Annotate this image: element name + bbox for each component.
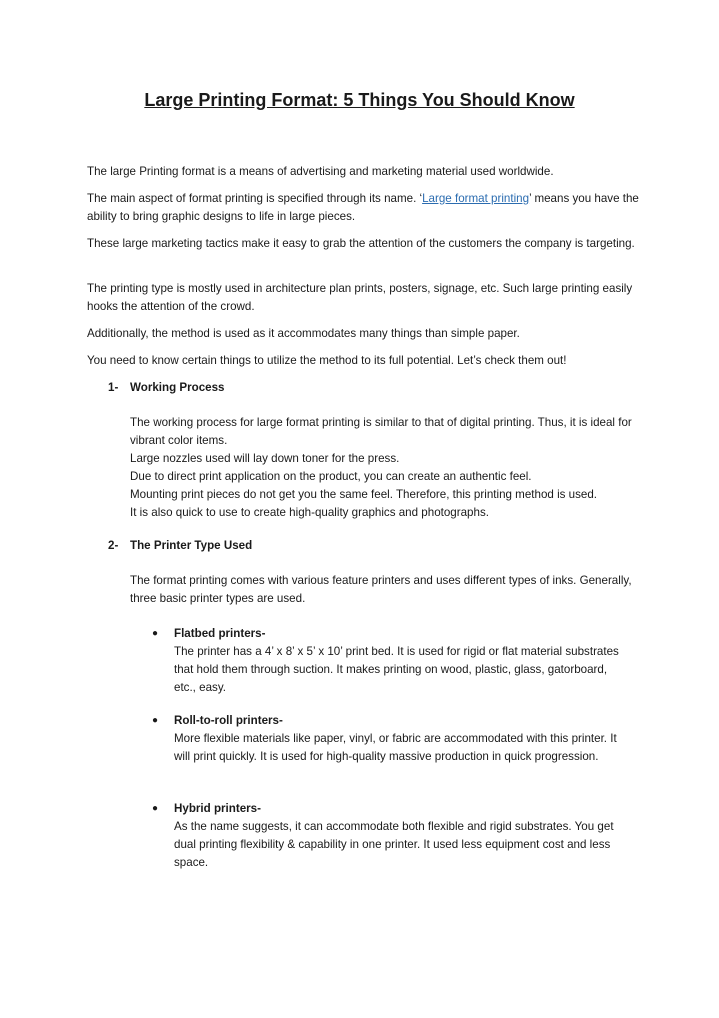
section-1-line-5: It is also quick to use to create high-quality graphics and photographs. (130, 506, 489, 519)
bullet-dot-icon: ● (152, 715, 159, 726)
section-2-heading (108, 537, 252, 555)
bullet-item-flatbed (152, 625, 632, 697)
intro-text-4: The printing type is mostly used in architecture plan prints, posters, signage, etc. Such large printing easily hooks the attention of the crowd. (87, 282, 633, 313)
intro-paragraph-4 (87, 280, 647, 316)
bullet-dot-icon: ● (152, 628, 159, 639)
intro-text-2-before: The main aspect of format printing is specified through its name. ‘ (87, 192, 423, 205)
bullet-text-flatbed: The printer has a 4’ x 8’ x 5’ x 10’ print bed. It is used for rigid or flat material substrates that hold them through suction. It makes printing on wood, plastic, glass, gatorboard, etc., easy. (174, 645, 619, 694)
intro-paragraph-3 (87, 235, 647, 253)
intro-paragraph-5 (87, 325, 647, 343)
section-1-title: Working Process (130, 381, 225, 394)
intro-paragraph-2 (87, 190, 647, 226)
bullet-text-hybrid: As the name suggests, it can accommodate both flexible and rigid substrates. You get dual printing flexibility & capability in one printer. It used less equipment cost and less space. (174, 820, 614, 869)
section-1-heading (108, 379, 225, 397)
bullet-text-roll-to-roll: More flexible materials like paper, vinyl, or fabric are accommodated with this printer. It will print quickly. It is used for high-quality massive production in quick progression. (174, 732, 617, 763)
section-2-number: 2- (108, 539, 119, 552)
section-1-line-2: Large nozzles used will lay down toner for the press. (130, 452, 400, 465)
bullet-heading-hybrid: Hybrid printers- (174, 802, 261, 815)
bullet-heading-roll-to-roll: Roll-to-roll printers- (174, 714, 283, 727)
bullet-heading-flatbed: Flatbed printers- (174, 627, 266, 640)
section-2-intro-text: The format printing comes with various feature printers and uses different types of inks. Generally, three basic printer types are used. (130, 574, 632, 605)
bullet-item-roll-to-roll (152, 712, 632, 766)
intro-text-2 (87, 190, 647, 226)
intro-paragraph-1 (87, 163, 647, 181)
section-1-number: 1- (108, 381, 119, 394)
section-1-body (130, 414, 650, 522)
intro-text-2-after: ’ means you have the ability to bring graphic designs to life in large pieces. (87, 192, 639, 223)
large-format-printing-link[interactable]: Large format printing (422, 192, 530, 205)
bullet-item-hybrid (152, 800, 632, 872)
bullet-dot-icon: ● (152, 803, 159, 814)
intro-text-6: You need to know certain things to utilize the method to its full potential. Let’s check them out! (87, 354, 567, 367)
section-1-line-4: Mounting print pieces do not get you the same feel. Therefore, this printing method is used. (130, 488, 598, 501)
intro-text-5: Additionally, the method is used as it accommodates many things than simple paper. (87, 327, 520, 340)
page-title: Large Printing Format: 5 Things You Should Know (144, 90, 575, 110)
intro-text-1: The large Printing format is a means of advertising and marketing material used worldwide. (87, 165, 554, 178)
section-2-intro (130, 572, 650, 608)
section-1-line-1: The working process for large format printing is similar to that of digital printing. Thus, it is ideal for vibrant color items. (130, 416, 632, 447)
intro-paragraph-6 (87, 352, 647, 370)
section-2-title: The Printer Type Used (130, 539, 253, 552)
section-1-line-3: Due to direct print application on the product, you can create an authentic feel. (130, 470, 532, 483)
intro-text-3: These large marketing tactics make it easy to grab the attention of the customers the company is targeting. (87, 237, 635, 250)
